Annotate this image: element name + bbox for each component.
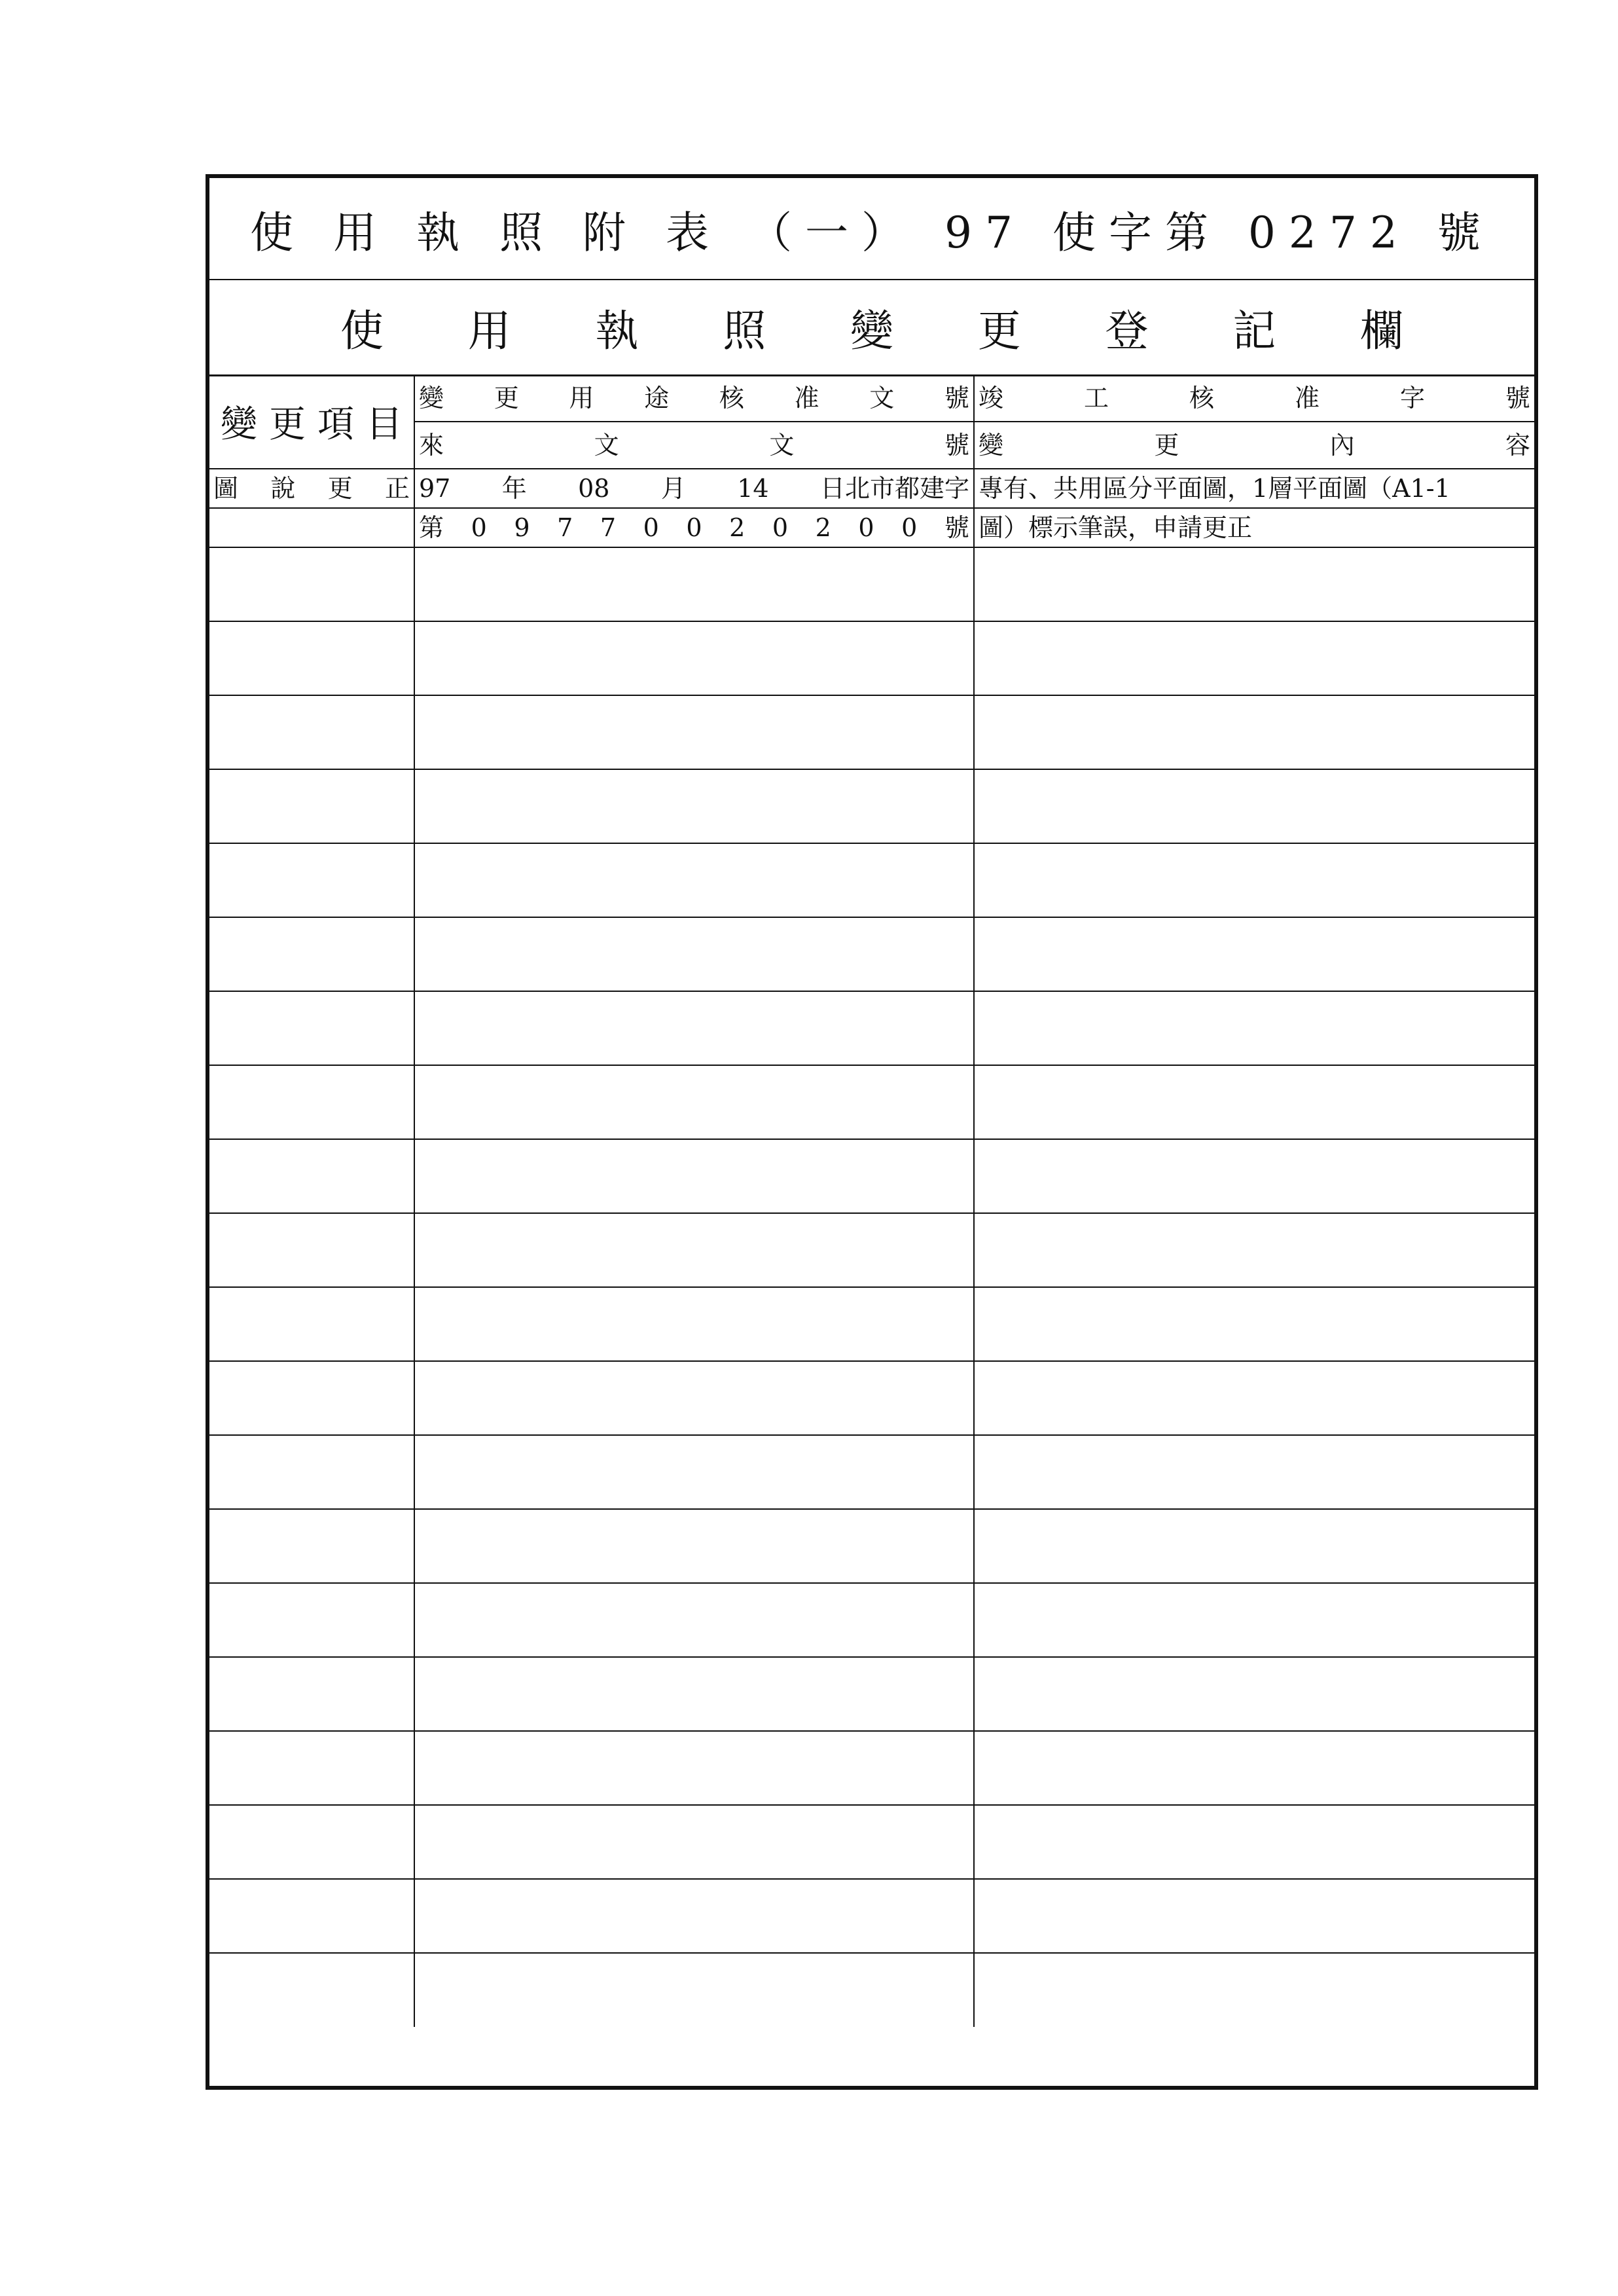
document-number-line1 [415,476,973,501]
table-row [209,1879,1534,1953]
change-content-cell [974,769,1534,843]
header-char: 項 [317,403,354,446]
document-number-cell [414,1879,974,1953]
item-cell [209,769,414,843]
table-row [209,991,1534,1065]
document-number-cell [414,547,974,621]
doc-token: 月 [660,474,686,503]
header-char: 更 [1154,431,1179,460]
form-subtitle-row [209,279,1534,376]
change-record-table [209,374,1534,2027]
doc-token: 9 [514,513,530,542]
table-row [209,769,1534,843]
change-content-cell [974,695,1534,769]
item-cell [209,843,414,917]
item-cell [209,1805,414,1879]
change-content-cell [974,991,1534,1065]
table-row [209,1213,1534,1287]
doc-token: 0 [858,513,874,542]
change-content-cell [974,621,1534,695]
item-cell [209,1435,414,1509]
change-content-cell [974,843,1534,917]
table-row [209,1361,1534,1435]
doc-token: 7 [557,513,573,542]
document-number-cell [414,1361,974,1435]
document-number-cell [414,1583,974,1657]
item-cell [209,1731,414,1805]
change-content-cell [974,1509,1534,1583]
item-char: 說 [270,474,296,503]
document-number-cell [414,1509,974,1583]
document-number-cell [414,469,974,508]
change-content-cell [974,1139,1534,1213]
document-number-cell [414,1657,974,1731]
item-cell [209,1287,414,1361]
item-cell [209,695,414,769]
subtitle-char: 照 [723,305,766,356]
subtitle-char: 用 [467,305,511,356]
change-content-cell [974,917,1534,991]
document-number-cell [414,1731,974,1805]
header-char: 准 [1294,383,1320,412]
doc-token: 0 [686,513,702,542]
document-number-cell [414,695,974,769]
header-char: 文 [769,431,795,460]
document-number-cell [414,991,974,1065]
document-number-cell [414,843,974,917]
header-char: 工 [1083,383,1109,412]
change-content-cell [974,1065,1534,1139]
item-cell [209,1509,414,1583]
document-number-cell [414,1213,974,1287]
doc-token: 7 [600,513,617,542]
change-content-cell [974,1805,1534,1879]
approval-header [415,383,973,412]
table-row [209,1287,1534,1361]
change-content-cell [974,1287,1534,1361]
table-row [209,1435,1534,1509]
item-cell [209,991,414,1065]
doc-token: 0 [471,513,487,542]
header-char: 准 [794,383,819,412]
change-content-cell [974,1435,1534,1509]
table-row [209,508,1534,547]
item-cell [209,1139,414,1213]
document-number-cell [414,621,974,695]
document-number-cell [414,917,974,991]
header-char: 更 [494,383,519,412]
table-row [209,621,1534,695]
header-char: 容 [1505,431,1530,460]
header-char: 號 [944,431,969,460]
table-row [209,1065,1534,1139]
subtitle-char: 執 [595,305,639,356]
item-value [209,476,414,501]
header-char: 號 [944,383,969,412]
doc-token: 年 [501,474,527,503]
change-content-line2: 圖）標示筆誤，申請更正 [979,513,1253,542]
item-cell [209,1879,414,1953]
item-cell [209,1583,414,1657]
document-number-line2 [415,515,973,540]
header-char: 內 [1329,431,1355,460]
change-content-cell [974,1361,1534,1435]
document-number-cell [414,1287,974,1361]
document-number-cell [414,1139,974,1213]
item-char: 正 [384,474,410,503]
table-row [209,469,1534,508]
item-cell [209,1361,414,1435]
item-char: 圖 [213,474,239,503]
table-row [209,1657,1534,1731]
change-content-cell [974,1879,1534,1953]
header-char: 來 [419,431,444,460]
completion-header-cell [974,374,1534,422]
item-cell [209,1657,414,1731]
incoming-header [415,433,973,458]
change-content-cell [974,1213,1534,1287]
table-row [209,917,1534,991]
header-char: 變 [221,403,257,446]
item-header-cell [209,374,414,469]
subtitle-char: 使 [340,305,384,356]
completion-header [975,383,1534,412]
subtitle-char: 欄 [1360,305,1403,356]
item-cell [209,1213,414,1287]
document-number-cell [414,1065,974,1139]
item-cell [209,917,414,991]
table-row [209,1805,1534,1879]
form-subtitle [340,279,1403,374]
change-content-line1: 專有、共用區分平面圖，1層平面圖（A1-1 [979,474,1450,503]
table-row [209,1953,1534,2027]
approval-header-cell [414,374,974,422]
header-char: 目 [366,403,403,446]
subtitle-char: 登 [1105,305,1149,356]
doc-token: 第 [419,513,444,542]
item-cell [209,621,414,695]
document-number-cell [414,1435,974,1509]
header-char: 號 [1505,383,1530,412]
item-cell [209,1953,414,2027]
doc-token: 日北市都建字 [819,474,969,503]
table-row [209,1583,1534,1657]
header-char: 變 [979,431,1004,460]
header-char: 更 [269,403,306,446]
subtitle-char: 記 [1232,305,1276,356]
incoming-header-cell [414,422,974,469]
header-char: 途 [644,383,670,412]
doc-token: 2 [729,513,746,542]
header-char: 字 [1399,383,1425,412]
document-number-cell [414,769,974,843]
doc-token: 號 [944,513,969,542]
content-header-cell [974,422,1534,469]
form-title-row [209,178,1534,280]
content-header [975,433,1534,458]
table-row [209,1731,1534,1805]
subtitle-char: 變 [850,305,893,356]
doc-token: 97 [419,474,451,503]
doc-token: 14 [737,474,769,503]
change-content-cell [974,508,1534,547]
header-char: 核 [1189,383,1214,412]
doc-token: 0 [901,513,918,542]
change-content-cell [974,1583,1534,1657]
item-cell [209,547,414,621]
header-char: 文 [594,431,619,460]
header-row [209,374,1534,422]
item-cell [209,508,414,547]
document-number-cell [414,508,974,547]
document-number-cell [414,1953,974,2027]
change-content-cell [974,1731,1534,1805]
change-content-cell [974,1953,1534,2027]
table-row [209,547,1534,621]
item-char: 更 [327,474,353,503]
table-row [209,1509,1534,1583]
doc-token: 0 [772,513,789,542]
header-char: 文 [869,383,895,412]
item-header [209,395,414,448]
change-content-cell [974,469,1534,508]
document-number-cell [414,1805,974,1879]
license-attachment-form [206,174,1538,2090]
table-row [209,843,1534,917]
change-content-cell [974,547,1534,621]
subtitle-char: 更 [977,305,1021,356]
table-row [209,1139,1534,1213]
doc-token: 2 [815,513,831,542]
item-cell [209,469,414,508]
header-char: 竣 [979,383,1004,412]
doc-token: 08 [578,474,610,503]
header-char: 用 [569,383,594,412]
item-cell [209,1065,414,1139]
header-char: 變 [419,383,444,412]
doc-token: 0 [643,513,659,542]
change-content-cell [974,1657,1534,1731]
form-title: 使 用 執 照 附 表 （一） 97 使字第 0272 號 [250,207,1494,258]
table-row [209,695,1534,769]
header-char: 核 [719,383,744,412]
